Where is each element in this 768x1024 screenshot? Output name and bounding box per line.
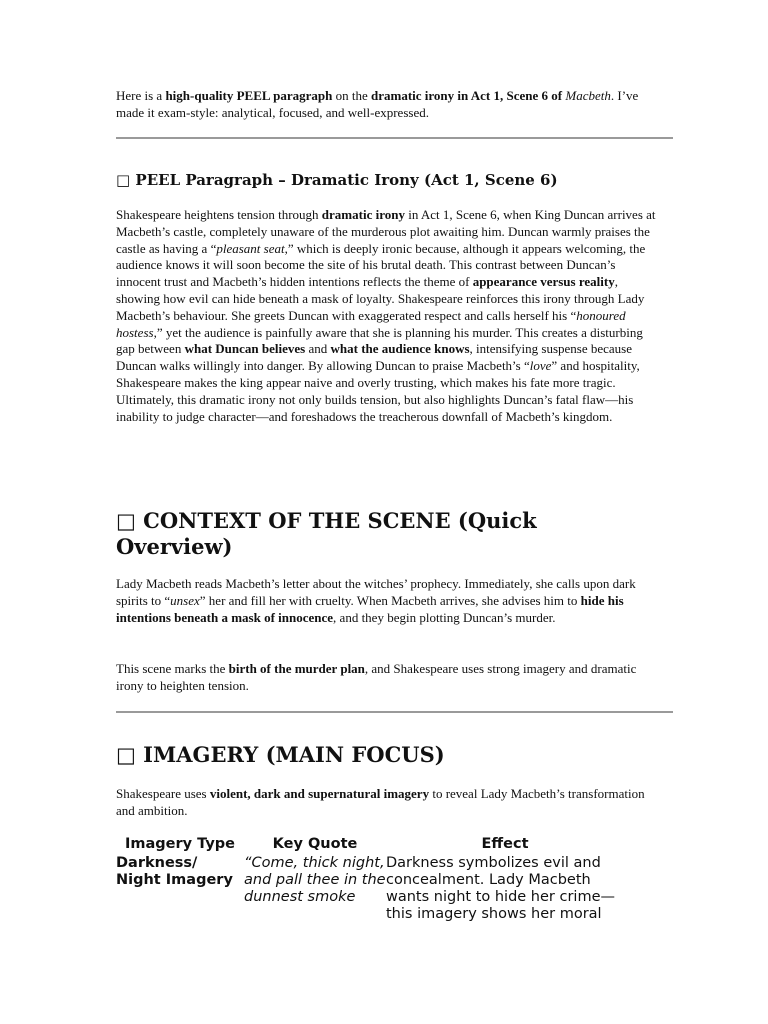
box-icon: □ (116, 509, 136, 533)
column-header: Key Quote (272, 836, 358, 852)
intro-bold: high-quality PEEL paragraph (165, 88, 333, 103)
imagery-table (116, 836, 624, 923)
table-row (116, 855, 624, 923)
peel-heading-text: PEEL Paragraph – Dramatic Irony (Act 1, Scene 6) (135, 171, 558, 189)
intro-text: on the (332, 88, 371, 103)
intro-paragraph (116, 88, 656, 122)
box-icon: □ (116, 171, 131, 189)
imagery-type-cell: Darkness/ Night Imagery (116, 855, 233, 888)
peel-heading (116, 170, 676, 190)
key-quote-cell: “Come, thick night, and pall thee in the dunnest smoke (244, 855, 386, 905)
intro-text: . I’ve made it exam-style: analytical, focused, and well-expressed. (116, 88, 639, 120)
peel-paragraph: Shakespeare heightens tension through dramatic irony in Act 1, Scene 6, when King Duncan arrives at Macbeth’s castle, completely unaware of the murderous plot awaiting him. Duncan warmly praises the castle as having a “pleasant seat,” which is deeply ironic because, although it appears welcoming, the audience knows it will soon become the site of his brutal death. This contrast between Duncan’s innocent trust and Macbeth’s hidden intentions reflects the theme of appearance versus reality, showing how evil can hide beneath a mask of loyalty. Shakespeare reinforces this irony through Lady Macbeth’s behaviour. She greets Duncan with exaggerated respect and calls herself his “honoured hostess,” yet the audience is painfully aware that she is planning his murder. This creates a disturbing gap between what Duncan believes and what the audience knows, intensifying suspense because Duncan walks willingly into danger. By allowing Duncan to praise Macbeth’s “love” and hospitality, Shakespeare makes the king appear naive and overly trusting, which makes his fate more tragic. Ultimately, this dramatic irony not only builds tension, but also highlights Duncan’s fatal flaw—his inability to judge character—and foreshadows the treacherous downfall of Macbeth’s kingdom. (116, 207, 656, 424)
imagery-paragraph: Shakespeare uses violent, dark and supernatural imagery to reveal Lady Macbeth’s transformation and ambition. (116, 786, 645, 818)
context-paragraph-2: This scene marks the birth of the murder plan, and Shakespeare uses strong imagery and dramatic irony to heighten tension. (116, 661, 637, 693)
context-heading (116, 508, 656, 560)
effect-cell: Darkness symbolizes evil and concealment. Lady Macbeth wants night to hide her crime—this imagery shows her moral (386, 855, 615, 922)
intro-italic: Macbeth (565, 88, 611, 103)
intro-bold: dramatic irony in Act 1, Scene 6 of (370, 88, 563, 103)
intro-text: Here is a (116, 88, 166, 103)
horizontal-rule (116, 711, 673, 713)
imagery-heading-text: IMAGERY (MAIN FOCUS) (143, 742, 445, 767)
column-header: Effect (481, 836, 529, 852)
box-icon: □ (116, 743, 136, 767)
horizontal-rule (116, 137, 673, 139)
table-header-row (116, 836, 624, 855)
context-paragraph-1: Lady Macbeth reads Macbeth’s letter about the witches’ prophecy. Immediately, she calls upon dark spirits to “unsex” her and fill her with cruelty. When Macbeth arrives, she advises him to hide his intentions beneath a mask of innocence, and they begin plotting Duncan’s murder. (116, 576, 636, 625)
context-heading-text: CONTEXT OF THE SCENE (Quick Overview) (116, 508, 537, 559)
imagery-heading (116, 742, 656, 768)
column-header: Imagery Type (125, 836, 235, 852)
